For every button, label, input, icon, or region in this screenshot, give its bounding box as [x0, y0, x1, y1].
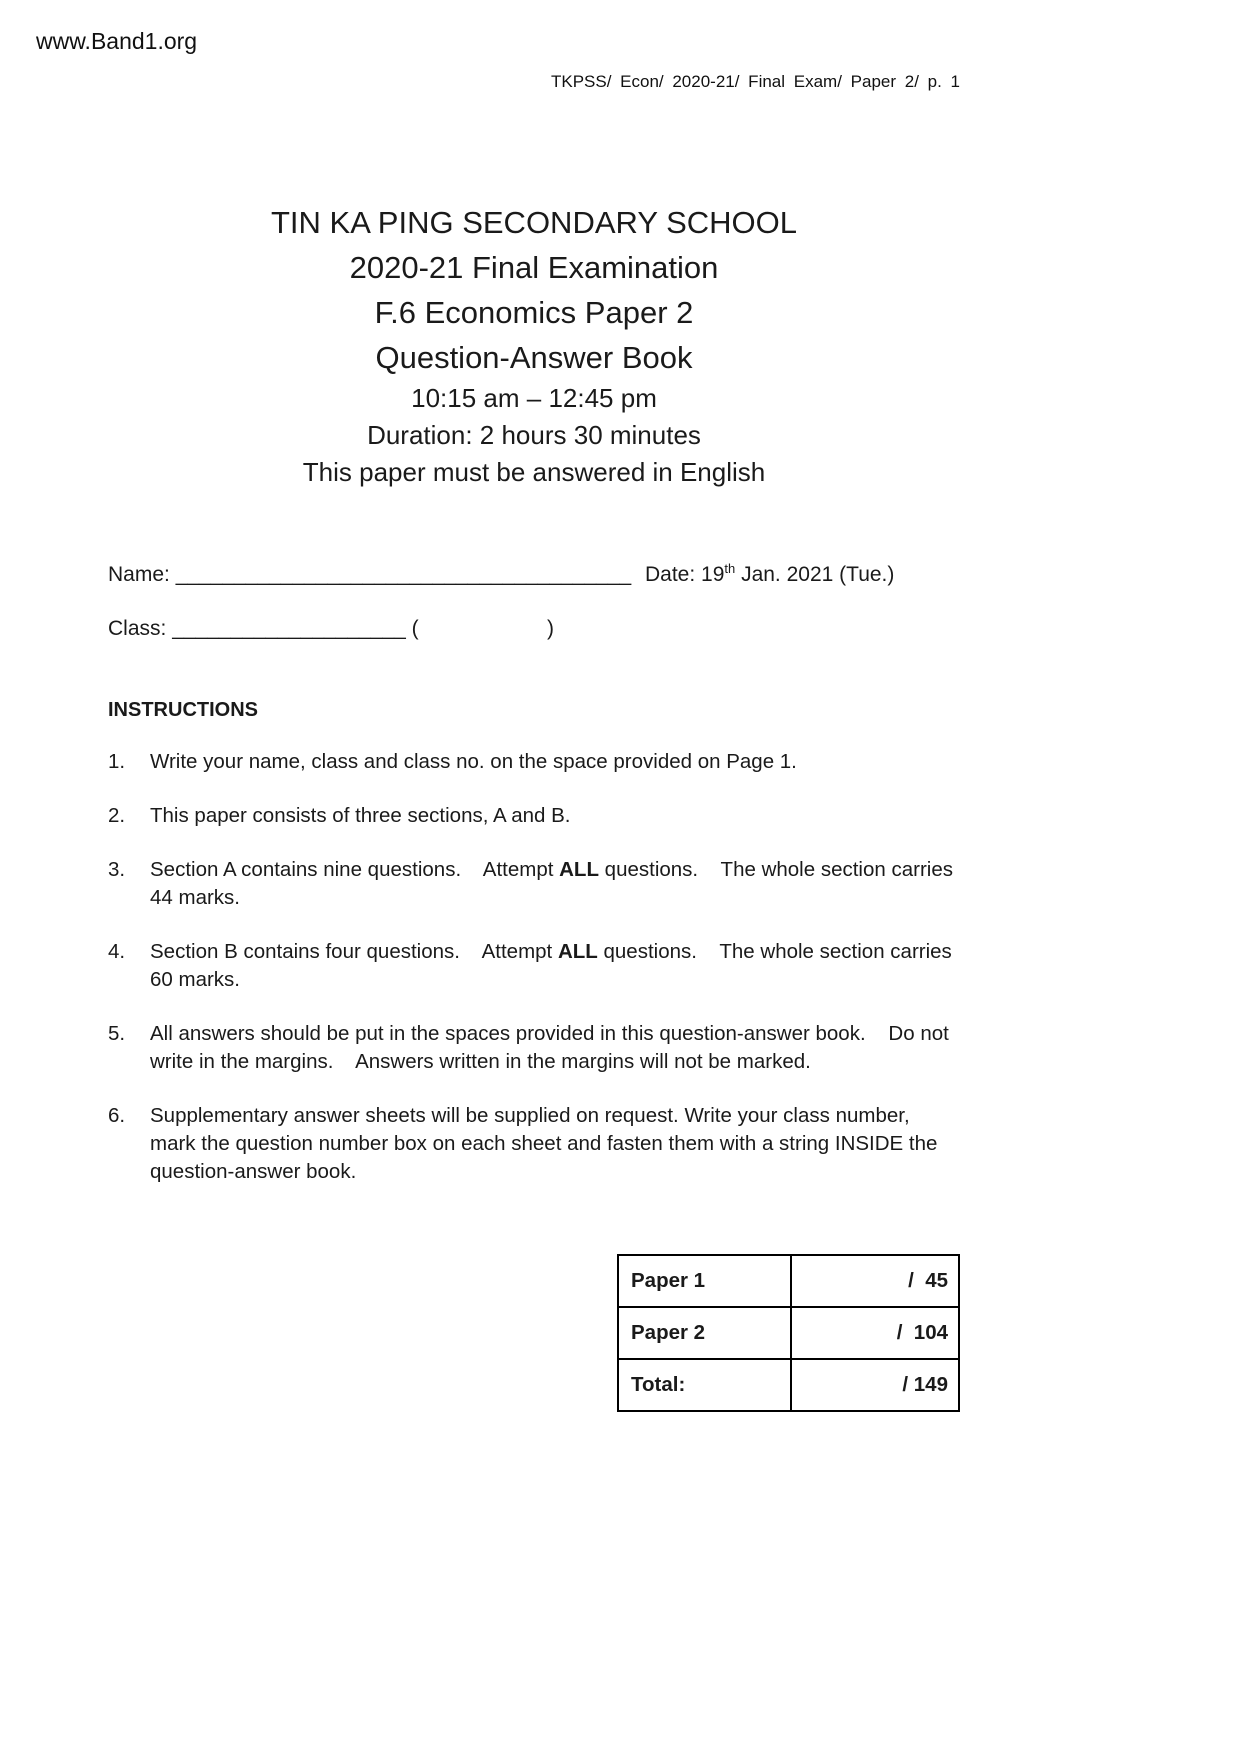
date-ordinal-superscript: th — [724, 561, 736, 576]
title-block — [108, 200, 960, 491]
date-field — [645, 561, 894, 587]
instruction-item-3 — [108, 856, 960, 912]
site-watermark: www.Band1.org — [36, 28, 198, 54]
class-label: Class: — [108, 617, 173, 640]
instruction-number: 3. — [108, 858, 126, 881]
instruction-number: 6. — [108, 1104, 126, 1127]
instruction-item-5 — [108, 1020, 960, 1076]
language-note: This paper must be answered in English — [302, 457, 766, 487]
instruction-text — [150, 938, 960, 994]
book-name: Question-Answer Book — [375, 340, 693, 375]
instruction-text-segment: Supplementary answer sheets will be supplied on request. Write your class number, mark the question number box on each sheet and fasten them with a string INSIDE the question-answer book. — [150, 1104, 944, 1183]
instruction-number: 5. — [108, 1022, 126, 1045]
table-row — [618, 1359, 959, 1411]
date-label: Date: 19 — [645, 563, 725, 586]
instruction-text-segment: All answers should be put in the spaces provided in this question-answer book. Do not write in the margins. Answers written in the margins will not be marked. — [150, 1022, 955, 1073]
name-field — [108, 563, 645, 587]
instruction-text-segment: Write your name, class and class no. on the space provided on Page 1. — [150, 750, 797, 773]
marks-row-label: Total: — [618, 1359, 791, 1411]
instruction-number: 4. — [108, 940, 126, 963]
instruction-number: 2. — [108, 804, 126, 827]
name-blank-line: _______________________________________ — [175, 563, 632, 586]
instruction-item-6 — [108, 1102, 960, 1186]
page-header-reference: TKPSS/ Econ/ 2020-21/ Final Exam/ Paper 2/ p. 1 — [550, 72, 960, 91]
class-blank-line: ____________________ — [172, 617, 406, 640]
instructions-heading: INSTRUCTIONS — [108, 699, 258, 721]
class-row — [108, 617, 960, 641]
instruction-item-4 — [108, 938, 960, 994]
instruction-text — [150, 748, 960, 776]
table-row — [618, 1255, 959, 1307]
instruction-text — [150, 1020, 960, 1076]
instructions-list — [108, 748, 960, 1186]
instruction-number: 1. — [108, 750, 126, 773]
instruction-text-segment: Section A contains nine questions. Attempt — [150, 858, 560, 881]
instruction-item-2 — [108, 802, 960, 830]
name-label: Name: — [108, 563, 176, 586]
exam-name: 2020-21 Final Examination — [349, 250, 719, 285]
marks-row-value: / 45 — [791, 1255, 959, 1307]
instruction-text-bold-segment: ALL — [557, 940, 598, 963]
exam-duration: Duration: 2 hours 30 minutes — [367, 420, 701, 450]
school-name: TIN KA PING SECONDARY SCHOOL — [271, 205, 797, 240]
instruction-text-bold-segment: ALL — [559, 858, 599, 881]
marks-row-value: / 149 — [791, 1359, 959, 1411]
instruction-text-segment: This paper consists of three sections, A and B. — [150, 804, 571, 827]
marks-row-label: Paper 1 — [618, 1255, 791, 1307]
marks-row-value: / 104 — [791, 1307, 959, 1359]
name-date-row — [108, 561, 960, 587]
instruction-text — [150, 802, 960, 830]
instruction-text-segment: questions. The whole section carries 60 marks. — [150, 940, 958, 991]
paper-name: F.6 Economics Paper 2 — [374, 295, 694, 330]
instruction-text — [150, 1102, 960, 1186]
exam-time: 10:15 am – 12:45 pm — [411, 383, 657, 413]
table-row — [618, 1307, 959, 1359]
instruction-item-1 — [108, 748, 960, 776]
date-value: Jan. 2021 (Tue.) — [735, 563, 895, 586]
instruction-text — [150, 856, 960, 912]
instruction-text-segment: Section B contains four questions. Attempt — [150, 940, 558, 963]
marks-row-label: Paper 2 — [618, 1307, 791, 1359]
class-number-parentheses: ( ) — [405, 617, 554, 640]
marks-summary-table — [617, 1254, 960, 1412]
instruction-text-segment: questions. The whole section carries 44 marks. — [150, 858, 959, 909]
